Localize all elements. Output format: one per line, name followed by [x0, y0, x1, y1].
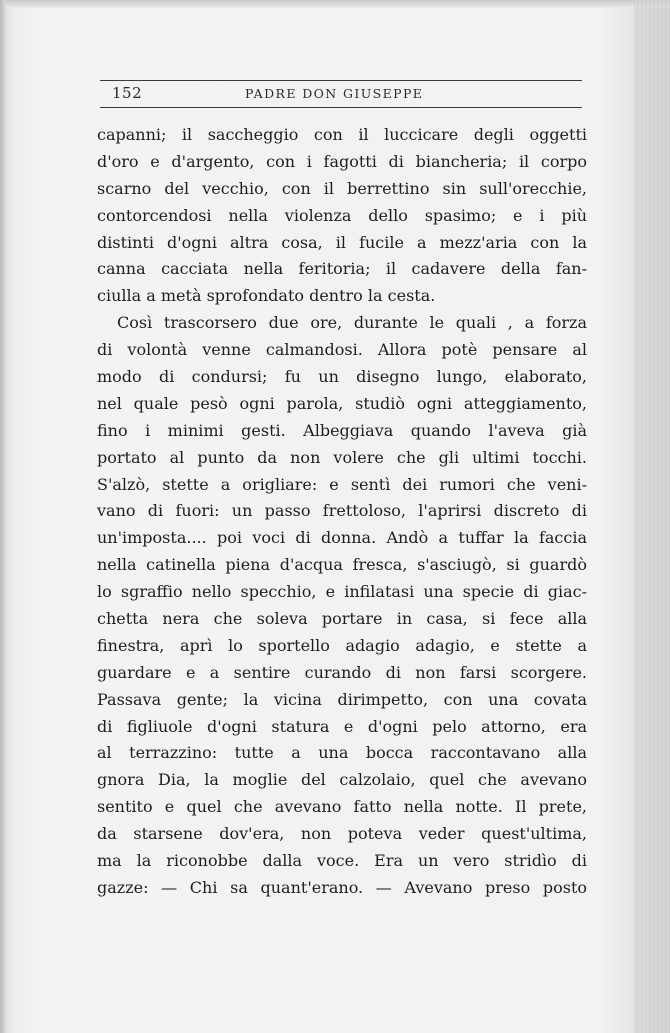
text-line: contorcendosi nella violenza dello spasimo; e i più	[97, 205, 587, 225]
running-head: PADRE DON GIUSEPPE	[245, 86, 424, 101]
body-text	[97, 122, 587, 902]
text-line: gazze: — Chi sa quant'erano. — Avevano preso posto	[97, 877, 587, 897]
text-line: scarno del vecchio, con il berrettino sin sull'orecchie,	[97, 178, 587, 198]
text-line: di volontà venne calmandosi. Allora potè pensare al	[97, 340, 587, 360]
text-line: nella catinella piena d'acqua fresca, s'asciugò, si guardò	[97, 555, 587, 575]
header-rule-bottom	[100, 107, 582, 108]
text-line: distinti d'ogni altra cosa, il fucile a mezz'aria con la	[97, 232, 587, 252]
text-line: modo di condursi; fu un disegno lungo, elaborato,	[97, 367, 587, 387]
text-line: canna cacciata nella feritoria; il cadavere della fan-	[97, 259, 587, 279]
text-line: un'imposta.... poi voci di donna. Andò a tuffar la faccia	[97, 528, 587, 548]
text-line: guardare e a sentire curando di non farsi scorgere.	[97, 662, 587, 682]
text-line: Così trascorsero due ore, durante le quali , a forza	[117, 313, 587, 333]
page-top-edge	[0, 0, 670, 8]
text-line: da starsene dov'era, non poteva veder quest'ultima,	[97, 824, 587, 844]
text-line: lo sgraffio nello specchio, e infilatasi una specie di giac-	[97, 582, 587, 602]
page-number: 152	[112, 84, 143, 102]
page-left-edge	[0, 0, 6, 1033]
text-line: gnora Dia, la moglie del calzolaio, quel che avevano	[97, 770, 587, 790]
text-line: Passava gente; la vicina dirimpetto, con una covata	[97, 689, 587, 709]
page-header	[100, 80, 582, 108]
text-line: finestra, aprì lo sportello adagio adagio, e stette a	[97, 635, 587, 655]
text-line: al terrazzino: tutte a una bocca raccontavano alla	[97, 743, 587, 763]
header-rule-top	[100, 80, 582, 81]
text-line: di figliuole d'ogni statura e d'ogni pelo attorno, era	[97, 716, 587, 736]
text-line: chetta nera che soleva portare in casa, si fece alla	[97, 609, 587, 629]
text-line: d'oro e d'argento, con i fagotti di biancheria; il corpo	[97, 151, 587, 171]
page-right-edge	[634, 0, 670, 1033]
text-line: S'alzò, stette a origliare: e sentì dei rumori che veni-	[97, 474, 587, 494]
text-line: ciulla a metà sprofondato dentro la cesta.	[97, 286, 436, 306]
text-line: nel quale pesò ogni parola, studiò ogni atteggiamento,	[97, 393, 587, 413]
text-line: ma la riconobbe dalla voce. Era un vero stridìo di	[97, 851, 587, 871]
text-line: fino i minimi gesti. Albeggiava quando l'aveva già	[97, 420, 587, 440]
text-line: portato al punto da non volere che gli ultimi tocchi.	[97, 447, 587, 467]
text-line: sentito e quel che avevano fatto nella notte. Il prete,	[97, 797, 587, 817]
text-line: capanni; il saccheggio con il luccicare degli oggetti	[97, 125, 587, 144]
text-line: vano di fuori: un passo frettoloso, l'aprirsi discreto di	[97, 501, 587, 521]
